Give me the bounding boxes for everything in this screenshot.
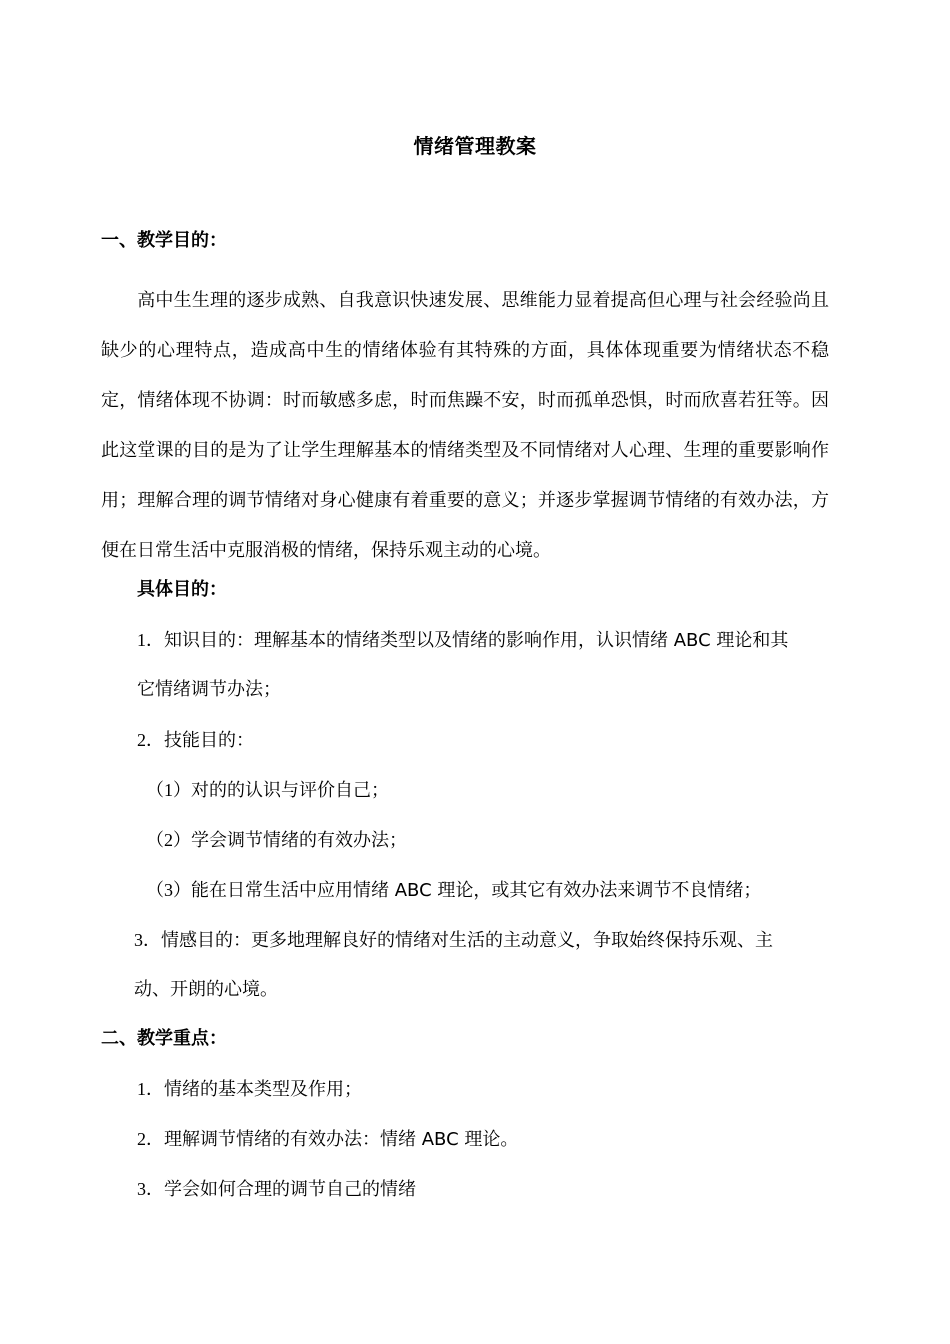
sub-item-3-text: 能在日常生活中应用情绪 ABC 理论，或其它有效办法来调节不良情绪；: [191, 880, 762, 901]
focus-item-2: [137, 1124, 518, 1155]
sub-item-2: [146, 825, 407, 856]
sub-item-3-number: （3）: [146, 880, 191, 900]
item-2-text: 技能目的：: [164, 730, 254, 751]
focus-item-3-text: 学会如何合理的调节自己的情绪: [164, 1179, 416, 1200]
item-3-text: 情感目的：更多地理解良好的情绪对生活的主动意义，争取始终保持乐观、主: [161, 930, 773, 951]
paragraph-text: 高中生生理的逐步成熟、自我意识快速发展、思维能力显着提高但心理与社会经验尚且缺少的心理特点，造成高中生的情绪体验有其特殊的方面，具体体现重要为情绪状态不稳定，情绪体现不协调：时而敏感多虑，时而焦躁不安，时而孤单恐惧，时而欣喜若狂等。因此这堂课的目的是为了让学生理解基本的情绪类型及不同情绪对人心理、生理的重要影响作用；理解合理的调节情绪对身心健康有着重要的意义；并逐步掌握调节情绪的有效办法，方便在日常生活中克服消极的情绪，保持乐观主动的心境。: [101, 290, 829, 561]
item-3-line-2: 动、开朗的心境。: [134, 979, 278, 1000]
focus-item-3-number: 3．: [137, 1179, 164, 1199]
sub-item-2-text: 学会调节情绪的有效办法；: [191, 830, 407, 851]
item-1-line-2: 它情绪调节办法；: [137, 679, 281, 700]
sub-item-1: [146, 775, 389, 806]
focus-item-1-number: 1．: [137, 1079, 164, 1099]
item-3-line-1: [134, 925, 773, 956]
item-1-number: 1．: [137, 630, 164, 650]
item-2-number: 2．: [137, 730, 164, 750]
sub-item-1-text: 对的的认识与评价自己；: [191, 780, 389, 801]
focus-item-2-number: 2．: [137, 1129, 164, 1149]
focus-item-1-text: 情绪的基本类型及作用；: [164, 1079, 362, 1100]
sub-item-1-number: （1）: [146, 780, 191, 800]
item-3-number: 3．: [134, 930, 161, 950]
sub-item-3: [146, 875, 761, 906]
section-1-heading: 一、教学目的：: [101, 230, 227, 251]
focus-item-1: [137, 1074, 362, 1105]
focus-item-2-text: 理解调节情绪的有效办法：情绪 ABC 理论。: [164, 1129, 519, 1150]
item-2: [137, 725, 254, 756]
item-1-line-1: [137, 625, 788, 656]
section-2-heading: 二、教学重点：: [101, 1028, 227, 1049]
sub-item-2-number: （2）: [146, 830, 191, 850]
document-title: 情绪管理教案: [413, 134, 537, 158]
sub-heading: 具体目的：: [137, 579, 227, 600]
section-1-paragraph: [101, 276, 829, 576]
focus-item-3: [137, 1174, 416, 1205]
item-1-text: 知识目的：理解基本的情绪类型以及情绪的影响作用，认识情绪 ABC 理论和其: [164, 630, 789, 651]
